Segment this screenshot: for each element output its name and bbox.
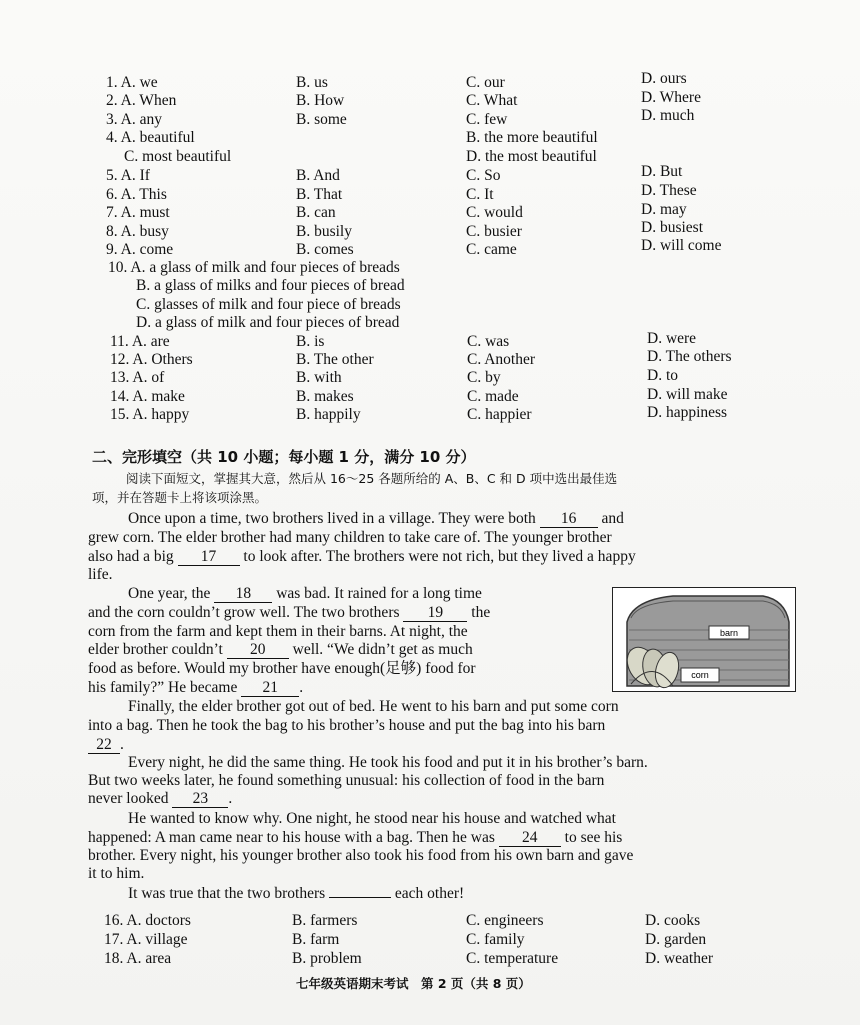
section-title: 二、完形填空（共 10 小题；每小题 1 分，满分 10 分）	[92, 448, 476, 466]
option-d: D. The others	[647, 348, 732, 365]
passage-line: life.	[88, 566, 113, 583]
option-b: B. farm	[292, 931, 340, 948]
option-b: B. And	[296, 167, 340, 184]
q10-option-b: B. a glass of milks and four pieces of bread	[136, 277, 405, 294]
option-a: 18. A. area	[104, 950, 172, 967]
barn-corn-illustration	[612, 587, 796, 692]
option-d: D. But	[641, 163, 683, 180]
question-row	[0, 219, 860, 241]
option-a: 7. A. must	[106, 204, 170, 221]
option-a: 1. A. we	[106, 74, 158, 91]
option-d: D. will make	[647, 386, 728, 403]
option-d: D. ours	[641, 70, 687, 87]
passage-line: Finally, the elder brother got out of bed. He went to his barn and put some corn	[128, 698, 619, 715]
option-c: C. busier	[466, 223, 522, 240]
passage-line: corn from the farm and kept them in their barns. At night, the	[88, 623, 468, 640]
question-row	[0, 203, 860, 222]
option-d: D. much	[641, 107, 695, 124]
blank-17: 17	[178, 549, 240, 566]
section-instructions: 项，并在答题卡上将该项涂黑。	[92, 490, 268, 505]
option-c: C. most beautiful	[124, 148, 232, 165]
blank-16: 16	[540, 511, 598, 528]
option-a: 11. A. are	[110, 333, 170, 350]
passage-line: food as before. Would my brother have enough(足够) food for	[88, 660, 476, 677]
option-d: D. cooks	[645, 912, 701, 929]
question-row	[0, 930, 860, 949]
option-c: C. temperature	[466, 950, 559, 967]
passage-line: and the corn couldn’t grow well. The two brothers 19 the	[88, 604, 491, 621]
question-row	[0, 128, 860, 147]
corn-label: corn	[691, 670, 709, 680]
question-row	[0, 387, 860, 406]
option-d: D. happiness	[647, 404, 728, 421]
option-c: C. family	[466, 931, 525, 948]
option-a: 5. A. If	[106, 167, 150, 184]
option-d: D. were	[647, 330, 697, 347]
option-a: 9. A. come	[106, 241, 174, 258]
passage-line: One year, the 18 was bad. It rained for a long time	[128, 585, 482, 602]
passage-line: also had a big 17 to look after. The brothers were not rich, but they lived a happy	[88, 548, 636, 565]
q10-option-d: D. a glass of milk and four pieces of bread	[136, 314, 400, 331]
option-c: C. would	[466, 204, 523, 221]
q10-option-a: 10. A. a glass of milk and four pieces of breads	[108, 259, 400, 276]
option-c: C. our	[466, 74, 505, 91]
passage-line: But two weeks later, he found something unusual: his collection of food in the barn	[88, 772, 605, 789]
option-a: 4. A. beautiful	[106, 129, 195, 146]
question-row	[0, 147, 860, 166]
question-row	[0, 911, 860, 930]
question-row	[0, 350, 860, 369]
blank-21: 21	[241, 680, 299, 697]
option-d: D. weather	[645, 950, 713, 967]
option-c: C. few	[466, 111, 508, 128]
passage-line: Every night, he did the same thing. He took his food and put it in his brother’s barn.	[128, 754, 648, 771]
blank-20: 20	[227, 642, 289, 659]
passage-line: brother. Every night, his younger brother also took his food from his own barn and gave	[88, 847, 634, 864]
option-c: C. made	[467, 388, 519, 405]
question-row	[0, 163, 860, 185]
barn-illustration	[613, 588, 795, 691]
question-row	[0, 949, 860, 968]
option-a: 6. A. This	[106, 186, 167, 203]
question-row	[0, 91, 860, 110]
option-b: B. The other	[296, 351, 374, 368]
option-a: 16. A. doctors	[104, 912, 191, 929]
option-c: C. came	[466, 241, 517, 258]
passage-line: grew corn. The elder brother had many children to take care of. The younger brother	[88, 529, 612, 546]
passage-line: happened: A man came near to his house with a bag. Then he was 24 to see his	[88, 829, 623, 846]
option-d: D. busiest	[641, 219, 703, 236]
option-b: B. can	[296, 204, 336, 221]
blank-22: 22	[88, 737, 120, 754]
blank-25	[329, 897, 391, 898]
option-c: C. Another	[467, 351, 536, 368]
blank-23: 23	[172, 791, 228, 808]
passage-line: 22 .	[88, 736, 124, 755]
option-c: C. happier	[467, 406, 532, 423]
question-row	[0, 368, 860, 387]
question-row	[0, 237, 860, 259]
option-c: C. So	[466, 167, 501, 184]
option-d: D. to	[647, 367, 678, 384]
option-a: 12. A. Others	[110, 351, 193, 368]
option-a: 8. A. busy	[106, 223, 169, 240]
option-b: B. is	[296, 333, 325, 350]
option-d: D. Where	[641, 89, 701, 106]
option-b: B. problem	[292, 950, 362, 967]
option-c: C. was	[467, 333, 510, 350]
option-b: B. busily	[296, 223, 352, 240]
option-c: C. by	[467, 369, 501, 386]
passage-line: He wanted to know why. One night, he stood near his house and watched what	[128, 810, 616, 827]
option-b: B. us	[296, 74, 328, 91]
question-row	[0, 405, 860, 424]
option-a: 13. A. of	[110, 369, 165, 386]
option-d: D. These	[641, 182, 697, 199]
passage-line: his family?” He became 21 .	[88, 679, 304, 696]
option-b: B. How	[296, 92, 345, 109]
option-d: D. garden	[645, 931, 707, 948]
option-b: B. comes	[296, 241, 354, 258]
option-a: 15. A. happy	[110, 406, 190, 423]
option-b: B. makes	[296, 388, 354, 405]
question-row	[0, 107, 860, 129]
passage-line: never looked 23 .	[88, 790, 233, 807]
blank-24: 24	[499, 830, 561, 847]
option-c: C. engineers	[466, 912, 544, 929]
option-c: C. It	[466, 186, 494, 203]
barn-label: barn	[719, 628, 739, 638]
option-d: D. will come	[641, 237, 722, 254]
blank-19: 19	[403, 605, 467, 622]
option-d: D. may	[641, 201, 687, 218]
option-b: B. with	[296, 369, 342, 386]
question-row	[0, 182, 860, 204]
section-instructions: 阅读下面短文，掌握其大意，然后从 16～25 各题所给的 A、B、C 和 D 项中选出最佳选	[126, 471, 618, 486]
page-footer: 七年级英语期末考试 第 2 页（共 8 页）	[296, 976, 531, 991]
option-a: 2. A. When	[106, 92, 177, 109]
option-d: D. the most beautiful	[466, 148, 597, 165]
passage-line: elder brother couldn’t 20 well. “We didn’t get as much	[88, 641, 473, 658]
option-a: 3. A. any	[106, 111, 162, 128]
option-b: B. some	[296, 111, 347, 128]
q10-option-c: C. glasses of milk and four piece of breads	[136, 296, 401, 313]
option-b: B. happily	[296, 406, 361, 423]
question-row	[0, 70, 860, 92]
option-b: B. farmers	[292, 912, 358, 929]
passage-line: into a bag. Then he took the bag to his brother’s house and put the bag into his barn	[88, 717, 606, 734]
passage-line: Once upon a time, two brothers lived in a village. They were both 16 and	[128, 510, 624, 527]
option-a: 17. A. village	[104, 931, 188, 948]
passage-line: It was true that the two brothers each other!	[128, 885, 465, 902]
passage-line: it to him.	[88, 865, 145, 882]
blank-18: 18	[214, 586, 272, 603]
option-c: C. What	[466, 92, 518, 109]
option-a: 14. A. make	[110, 388, 185, 405]
option-b: B. That	[296, 186, 343, 203]
option-b: B. the more beautiful	[466, 129, 598, 146]
